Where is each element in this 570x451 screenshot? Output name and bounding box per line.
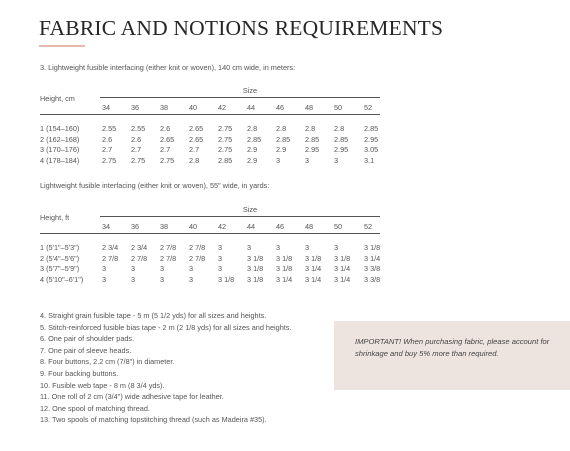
table-cell: 3	[189, 274, 194, 284]
table-cell: 3 1/8	[276, 264, 293, 273]
header-rule	[40, 233, 380, 234]
table-cell: 2.8	[305, 124, 316, 133]
size-column-header: 50	[334, 222, 343, 231]
size-column-header: 52	[364, 222, 373, 231]
table-cell: 2.75	[160, 155, 175, 165]
table-cell: 2 7/8	[160, 253, 177, 263]
list-item: 12. One spool of matching thread.	[40, 403, 150, 413]
table-cell: 3	[276, 243, 281, 252]
table-cell: 3 1/4	[305, 264, 322, 273]
table-cell: 3 1/4	[305, 274, 322, 284]
table-cell: 3	[218, 243, 223, 252]
table-cell: 2.6	[102, 134, 113, 144]
table-cell: 3 1/8	[334, 253, 351, 263]
size-column-header: 38	[160, 103, 169, 112]
important-note-body: When purchasing fabric, please account for shrinkage and buy 5% more than required.	[355, 337, 550, 359]
table-cell: 3 1/4	[334, 264, 351, 273]
table-cell: 2.55	[102, 124, 117, 133]
table-cell: 2.75	[131, 155, 146, 165]
table-cell: 2.65	[160, 134, 175, 144]
table-cell: 3	[305, 243, 310, 252]
size-column-header: 40	[189, 222, 198, 231]
size-column-header: 36	[131, 103, 140, 112]
height-row-label: 3 (170–176)	[40, 145, 80, 154]
row-header: Height, cm	[40, 94, 75, 103]
row-header: Height, ft	[40, 213, 70, 222]
list-item: 5. Stitch-reinforced fusible bias tape - 2 m (2 1/8 yds) for all sizes and heights.	[40, 322, 292, 332]
table-cell: 2 7/8	[102, 253, 119, 263]
table-cell: 2.55	[131, 124, 146, 133]
table-cell: 2.85	[247, 134, 262, 144]
table-cell: 3	[160, 264, 165, 273]
table-cell: 2.95	[364, 134, 379, 144]
table-cell: 2.7	[160, 145, 171, 154]
title-accent-rule	[39, 45, 85, 47]
height-row-label: 2 (162–168)	[40, 134, 80, 144]
size-column-header: 44	[247, 222, 256, 231]
size-column-header: 36	[131, 222, 140, 231]
size-header: Size	[242, 205, 258, 214]
table-cell: 2.8	[189, 155, 200, 165]
table-cell: 2.75	[218, 134, 233, 144]
table-cell: 3	[334, 243, 339, 252]
size-column-header: 42	[218, 222, 227, 231]
table-cell: 2.9	[247, 155, 258, 165]
table-cell: 3	[189, 264, 194, 273]
height-row-label: 3 (5'7"–5'9")	[40, 264, 80, 273]
size-column-header: 44	[247, 103, 256, 112]
important-note-emphasis: IMPORTANT!	[355, 337, 402, 346]
table-cell: 2.65	[189, 134, 204, 144]
table-cell: 2.75	[218, 145, 233, 154]
table-cell: 3	[247, 243, 252, 252]
table-cell: 2.85	[276, 134, 291, 144]
size-column-header: 34	[102, 222, 111, 231]
table-cell: 3 3/8	[364, 264, 381, 273]
table-cell: 2.7	[189, 145, 200, 154]
size-column-header: 46	[276, 103, 285, 112]
size-column-header: 38	[160, 222, 169, 231]
list-item: 11. One roll of 2 cm (3/4") wide adhesive tape for leather.	[40, 392, 224, 402]
table-cell: 3 1/4	[364, 253, 381, 263]
table-cell: 3 1/8	[218, 274, 235, 284]
table-cell: 3	[131, 264, 136, 273]
list-item: 6. One pair of shoulder pads.	[40, 334, 135, 344]
height-row-label: 2 (5'4"–5'6")	[40, 253, 80, 263]
size-column-header: 48	[305, 222, 314, 231]
notions-list	[40, 310, 291, 426]
list-item: 13. Two spools of matching topstitching thread (such as Madeira #35).	[40, 415, 267, 425]
table-cell: 2 3/4	[102, 243, 119, 252]
table-cell: 3	[218, 264, 223, 273]
size-column-header: 50	[334, 103, 343, 112]
size-rule	[100, 97, 380, 98]
size-column-header: 40	[189, 103, 198, 112]
table-cell: 3.1	[364, 155, 375, 165]
table-cell: 2.8	[334, 124, 345, 133]
table-cell: 2.65	[189, 124, 204, 133]
table-cell: 3	[131, 274, 136, 284]
size-header: Size	[242, 86, 258, 95]
table-cell: 2.7	[131, 145, 142, 154]
table-cell: 2.85	[305, 134, 320, 144]
list-item: 9. Four backing buttons.	[40, 368, 119, 378]
table-cell: 3 1/8	[364, 243, 381, 252]
size-column-header: 46	[276, 222, 285, 231]
table-cell: 2.75	[218, 124, 233, 133]
important-note-text	[355, 336, 560, 360]
table-cell: 3.05	[364, 145, 379, 154]
table-cell: 3	[160, 274, 165, 284]
table-cell: 2.6	[160, 124, 171, 133]
table-cell: 2.8	[247, 124, 258, 133]
height-row-label: 4 (178–184)	[40, 155, 80, 165]
table-cell: 2 7/8	[189, 243, 206, 252]
size-column-header: 42	[218, 103, 227, 112]
table-cell: 3 1/8	[276, 253, 293, 263]
table-cell: 2.85	[334, 134, 349, 144]
size-column-header: 34	[102, 103, 111, 112]
table-cell: 3 1/8	[305, 253, 322, 263]
list-item: 8. Four buttons, 2.2 cm (7/8") in diameter.	[40, 357, 175, 367]
page-title: FABRIC AND NOTIONS REQUIREMENTS	[39, 16, 444, 40]
table-cell: 2 7/8	[131, 253, 148, 263]
list-item: 10. Fusible web tape - 8 m (8 3/4 yds).	[40, 380, 165, 390]
table2-intro: Lightweight fusible interfacing (either knit or woven), 55" wide, in yards:	[40, 181, 270, 190]
table-cell: 3 1/4	[334, 274, 351, 284]
table-cell: 3	[218, 253, 223, 263]
list-item: 4. Straight grain fusible tape - 5 m (5 1/2 yds) for all sizes and heights.	[40, 311, 267, 320]
table-cell: 2.75	[102, 155, 117, 165]
table-cell: 2.95	[305, 145, 320, 154]
table-cell: 3 1/8	[247, 274, 264, 284]
height-row-label: 4 (5'10"–6'1")	[40, 274, 84, 284]
height-row-label: 1 (154–160)	[40, 124, 80, 133]
table-cell: 2.85	[218, 155, 233, 165]
table-cell: 2.9	[276, 145, 287, 154]
table-cell: 2.85	[364, 124, 379, 133]
table1-intro: 3. Lightweight fusible interfacing (either knit or woven), 140 cm wide, in meters:	[40, 63, 296, 72]
interfacing-meters-table	[40, 86, 380, 168]
height-row-label: 1 (5'1"–5'3")	[40, 243, 80, 252]
interfacing-yards-table	[40, 205, 380, 287]
important-note-box	[334, 321, 570, 390]
table-cell: 2 7/8	[189, 253, 206, 263]
size-column-header: 48	[305, 103, 314, 112]
table-cell: 3	[305, 155, 310, 165]
table-cell: 3	[102, 264, 107, 273]
table-cell: 3	[276, 155, 281, 165]
table-cell: 2.8	[276, 124, 287, 133]
size-column-header: 52	[364, 103, 373, 112]
table-cell: 2.6	[131, 134, 142, 144]
list-item: 7. One pair of sleeve heads.	[40, 345, 132, 355]
table-cell: 2 7/8	[160, 243, 177, 252]
table-cell: 3	[102, 274, 107, 284]
table-cell: 3 1/8	[247, 253, 264, 263]
table-cell: 3 1/8	[247, 264, 264, 273]
table-cell: 2.7	[102, 145, 113, 154]
table-cell: 3 3/8	[364, 274, 381, 284]
table-cell: 3 1/4	[276, 274, 293, 284]
table-cell: 3	[334, 155, 339, 165]
size-rule	[100, 216, 380, 217]
table-cell: 2.9	[247, 145, 258, 154]
table-cell: 2.95	[334, 145, 349, 154]
header-rule	[40, 114, 380, 115]
table-cell: 2 3/4	[131, 243, 148, 252]
